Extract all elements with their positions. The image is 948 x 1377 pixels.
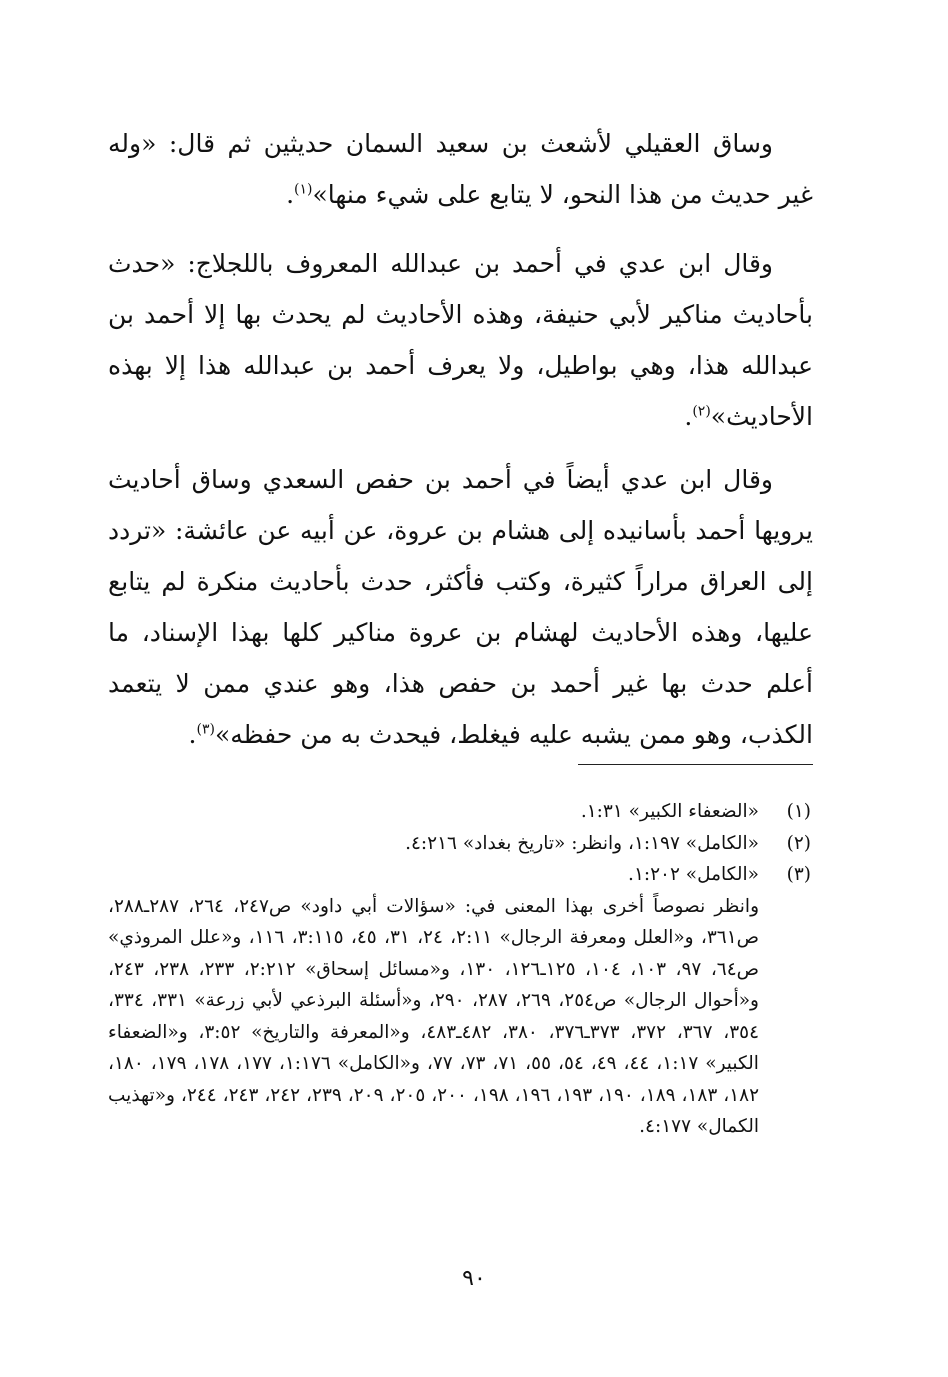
footnote-3 — [108, 859, 813, 891]
paragraph-1-text: وساق العقيلي لأشعث بن سعيد السمان حديثين ثم قال: «وله غير حديث من هذا النحو، لا يتابع على شيء منها» — [108, 129, 813, 209]
footnote-number: (٣) — [786, 864, 811, 885]
footnote-ref-3: (٣) — [196, 721, 215, 738]
end-mark: . — [684, 402, 693, 431]
footnote-text: «الكامل» ١:١٩٧، وانظر: «تاريخ بغداد» ٤:٢١٦. — [405, 832, 759, 854]
footnote-1 — [108, 796, 813, 828]
footnote-2 — [108, 828, 813, 860]
paragraph-2-text: وقال ابن عدي في أحمد بن عبدالله المعروف باللجلاج: «حدث بأحاديث مناكير لأبي حنيفة، وهذه الأحاديث لم يحدث بها إلا أحمد بن عبدالله هذا، وهي بواطيل، ولا يعرف أحمد بن عبدالله هذا إلا بهذه الأحاديث» — [108, 249, 813, 431]
end-mark: . — [188, 720, 197, 749]
paragraph-3 — [108, 454, 813, 760]
footnote-number: (١) — [786, 801, 811, 822]
end-mark: . — [286, 180, 295, 209]
footnote-ref-2: (٢) — [692, 403, 711, 420]
footnote-separator — [578, 764, 813, 765]
paragraph-2 — [108, 238, 813, 442]
footnote-ref-1: (١) — [294, 181, 313, 198]
footnote-number: (٢) — [786, 832, 811, 854]
footnotes — [108, 796, 813, 1143]
footnote-3-continuation: وانظر نصوصاً أخرى بهذا المعنى في: «سؤالات أبي داود» ص٢٤٧، ٢٦٤، ٢٨٧ـ٢٨٨، ص٣٦١، و«العلل ومعرفة الرجال» ٢:١١، ٢٤، ٣١، ٤٥، ٣:١١٥، ١١٦، و«علل المروذي» ص٦٤، ٩٧، ١٠٣، ١٠٤، ١٢٥ـ١٢٦، ١٣٠، و«مسائل إسحاق» ٢:٢١٢، ٢٣٣، ٢٣٨، ٢٤٣، و«أحوال الرجال» ص٢٥٤، ٢٦٩، ٢٨٧، ٢٩٠، و«أسئلة البرذعي لأبي زرعة» ٣٣١، ٣٣٤، ٣٥٤، ٣٦٧، ٣٧٢، ٣٧٣ـ٣٧٦، ٣٨٠، ٤٨٢ـ٤٨٣، و«المعرفة والتاريخ» ٣:٥٢، و«الضعفاء الكبير» ١:١٧، ٤٤، ٤٩، ٥٤، ٥٥، ٧١، ٧٣، ٧٧، و«الكامل» ١:١٧٦، ١٧٧، ١٧٨، ١٧٩، ١٨٠، ١٨٢، ١٨٣، ١٨٩، ١٩٠، ١٩٣، ١٩٦، ١٩٨، ٢٠٠، ٢٠٥، ٢٠٩، ٢٣٩، ٢٤٢، ٢٤٣، ٢٤٤، و«تهذيب الكمال» ٤:١٧٧. — [108, 895, 760, 1137]
paragraph-3-text: وقال ابن عدي أيضاً في أحمد بن حفص السعدي وساق أحاديث يرويها أحمد بأسانيده إلى هشام بن عروة، عن أبيه عن عائشة: «تردد إلى العراق مراراً كثيرة، وكتب فأكثر، حدث بأحاديث منكرة لم يتابع عليها، وهذه الأحاديث لهشام بن عروة مناكير كلها بهذا الإسناد، ما أعلم حدث بها غير أحمد بن حفص هذا، وهو عندي ممن لا يتعمد الكذب، وهو ممن يشبه عليه فيغلط، فيحدث به من حفظه» — [108, 465, 813, 749]
paragraph-1 — [108, 118, 813, 220]
footnote-text: «الكامل» ١:٢٠٢. — [628, 864, 759, 885]
footnote-text: «الضعفاء الكبير» ١:٣١. — [580, 801, 759, 822]
page-number: ٩٠ — [462, 1266, 486, 1291]
